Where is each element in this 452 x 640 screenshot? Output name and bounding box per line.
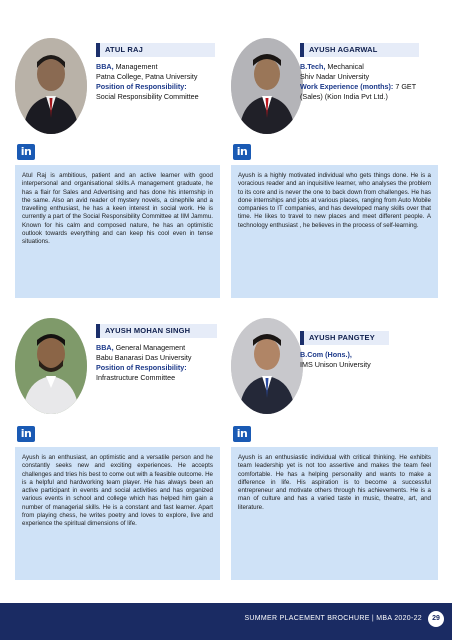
- profile-bio: Ayush is an enthusiast, an optimistic and a versatile person and he constantly seeks new and exciting experiences. He accepts challenges and tries his best to come out with a feasible outcome. He is a helpful and hardworking team player. He has always been an active participant in events and social activities and has organized various events in school and college which has helped him gain a number of managerial skills. He is a constant and fast learner. Apart from playing chess, he writes poetry and loves to explore, live and experience the spiritual dimensions of life.: [15, 447, 220, 580]
- college: Patna College, Patna University: [96, 72, 198, 81]
- degree-value: Management: [113, 62, 158, 71]
- degree-value: Mechanical: [325, 62, 364, 71]
- profile-name-tag: [300, 331, 389, 345]
- profile-name: AYUSH PANGTEY: [309, 333, 375, 342]
- college: IMS Unison University: [300, 360, 371, 369]
- work-experience-value: (Sales) (Kion India Pvt Ltd.): [300, 92, 388, 101]
- profile-name-tag: [96, 43, 215, 57]
- college: Babu Banarasi Das University: [96, 353, 192, 362]
- profile-details: [96, 62, 211, 102]
- profile-bio: Atul Raj is ambitious, patient and an active learner with good interpersonal and organisational skills.A management graduate, he has a flair for Sales and Advertising and has done his internship in the same. Also an avid reader of mystery novels, a cinephile and a travelling enthusiast, he has a keen interest in social work. He is currently a part of the Social Responsibility Committee at IIM Jammu. Known for his calm and composed nature, he has an optimistic outlook towards everything and can keep his cool even in tense situations.: [15, 165, 220, 298]
- position-label: Position of Responsibility:: [96, 363, 187, 372]
- profile-photo-ayush-pangtey: [231, 318, 303, 414]
- profile-name: AYUSH AGARWAL: [309, 45, 378, 54]
- footer-title: SUMMER PLACEMENT BROCHURE | MBA 2020-22: [244, 615, 422, 622]
- degree-label: BBA,: [96, 343, 114, 352]
- college: Shiv Nadar University: [300, 72, 370, 81]
- profile-bio: Ayush is a highly motivated individual who gets things done. He is a voracious reader and an inquisitive learner, who analyses the problem to its core and is never the one to back down from challenges. He has done internships and jobs at various places, ranging from Auto Mobile companies to IT companies, and has developed many skills over that time. He likes to travel to new places and meet different people. A technology enthusiast , he believes in the process of self-learning.: [231, 165, 438, 298]
- profile-photo-ayush-agarwal: [231, 38, 303, 134]
- linkedin-icon[interactable]: in: [233, 426, 251, 442]
- profile-name: AYUSH MOHAN SINGH: [105, 326, 191, 335]
- page-number: 29: [428, 611, 444, 627]
- position-value: Infrastructure Committee: [96, 373, 176, 382]
- degree-label: B.Tech,: [300, 62, 326, 71]
- linkedin-icon[interactable]: in: [233, 144, 251, 160]
- degree-value: General Management: [113, 343, 186, 352]
- profile-name-tag: [96, 324, 217, 338]
- profile-photo-atul-raj: [15, 38, 87, 134]
- profile-details: [300, 62, 440, 102]
- work-experience-label: Work Experience (months):: [300, 82, 394, 91]
- position-label: Position of Responsibility:: [96, 82, 187, 91]
- profile-details: [300, 350, 440, 370]
- profile-name: ATUL RAJ: [105, 45, 143, 54]
- degree-label: B.Com (Hons.),: [300, 350, 352, 359]
- profile-name-tag: [300, 43, 419, 57]
- position-value: Social Responsibility Committee: [96, 92, 199, 101]
- profile-bio: Ayush is an enthusiastic individual with critical thinking. He exhibits team leadership yet is not too assertive and makes the team feel comfortable. He has a helping personality and wants to make a difference in life. His aspiration is to become a successful entrepreneur and motivate others through his achievements. He is a man of culture and has a varied taste in music, theatre, art, and literature.: [231, 447, 438, 580]
- linkedin-icon[interactable]: in: [17, 426, 35, 442]
- profile-photo-ayush-mohan-singh: [15, 318, 87, 414]
- footer-bar: [0, 603, 452, 640]
- work-experience-months: 7 GET: [393, 82, 417, 91]
- linkedin-icon[interactable]: in: [17, 144, 35, 160]
- profile-details: [96, 343, 216, 383]
- degree-label: BBA,: [96, 62, 114, 71]
